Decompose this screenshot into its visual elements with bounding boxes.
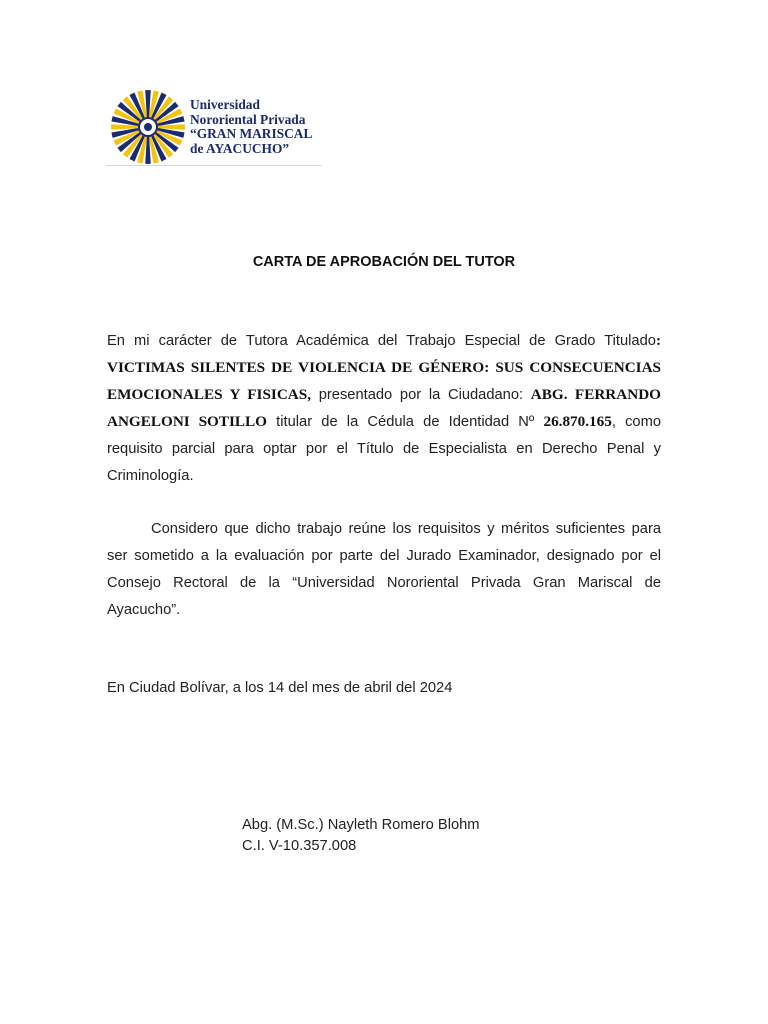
sunburst-seal-icon [106, 89, 188, 165]
logo-line-4: de AYACUCHO” [190, 140, 290, 156]
logo-line-1: Universidad [190, 97, 260, 112]
student-name: ABG. FERRANDO ANGELONI SOTILLO [107, 385, 661, 430]
paragraph-text: titular de la Cédula de Identidad Nº [266, 413, 544, 430]
logo-line-3: “GRAN MARISCAL [190, 126, 313, 141]
signer-name: Abg. (M.Sc.) Nayleth Romero Blohm [242, 817, 480, 833]
thesis-title: VICTIMAS SILENTES DE VIOLENCIA DE GÉNERO: SUS CONSECUENCIAS EMOCIONALES Y FISICAS, [107, 358, 661, 403]
paragraph-colon: : [655, 332, 661, 349]
document-title: CARTA DE APROBACIÓN DEL TUTOR [252, 254, 516, 270]
signer-id: C.I. V-10.357.008 [242, 837, 357, 854]
university-logo [106, 89, 322, 166]
paragraph-approval [107, 328, 661, 489]
seal-center [144, 123, 152, 131]
date-line: En Ciudad Bolívar, a los 14 del mes de abril del 2024 [107, 680, 453, 696]
id-number: 26.870.165 [543, 412, 612, 430]
paragraph-text: , como requisito parcial para optar por el Título de Especialista en Derecho Penal y Criminología. [107, 413, 661, 484]
logo-line-2: Nororiental Privada [190, 111, 306, 127]
paragraph-text: presentado por la Ciudadano: [311, 386, 531, 403]
signature-block [242, 815, 480, 856]
logo-text [190, 98, 312, 156]
paragraph-text: En mi carácter de Tutora Académica del Trabajo Especial de Grado Titulado [107, 333, 656, 349]
paragraph-consideration: Considero que dicho trabajo reúne los requisitos y méritos suficientes para ser sometido a la evaluación por parte del Jurado Examinador, designado por el Consejo Rectoral de la “Universidad Nororiental Privada Gran Mariscal de Ayacucho”. [107, 521, 661, 618]
